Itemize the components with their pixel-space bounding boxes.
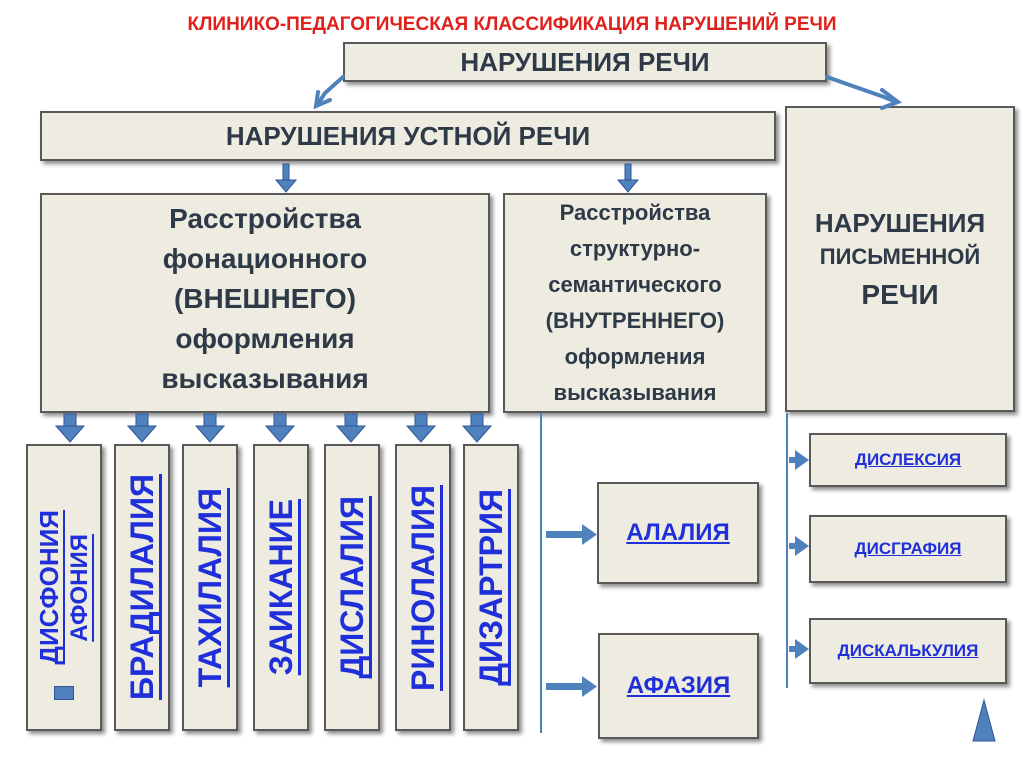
down-arrow-2-icon xyxy=(128,414,156,442)
phonation-line-1: Расстройства xyxy=(169,203,361,234)
dysphonia-link[interactable]: ДИСФОНИЯ xyxy=(34,510,64,665)
down-arrow-3-icon xyxy=(196,414,224,442)
structural-line-6: высказывания xyxy=(553,380,717,405)
dizartria-link[interactable]: ДИЗАРТРИЯ xyxy=(473,489,509,686)
down-arrow-1-icon xyxy=(56,414,84,442)
written-line-2: ПИСЬМЕННОЙ xyxy=(819,244,981,269)
structural-line-2: структурно- xyxy=(569,236,701,261)
written-line-1: НАРУШЕНИЯ xyxy=(814,208,986,238)
phonation-line-5: высказывания xyxy=(161,363,369,394)
speech-disorders-label: НАРУШЕНИЯ РЕЧИ xyxy=(460,46,710,77)
down-arrow-structural-icon xyxy=(618,164,638,192)
right-arrow-dyslexia-icon xyxy=(789,450,809,470)
right-arrow-alalia-icon xyxy=(546,524,597,545)
phonation-line-3: (ВНЕШНЕГО) xyxy=(173,283,357,314)
dislalia-link[interactable]: ДИСЛАЛИЯ xyxy=(334,496,370,679)
dysgraphia-link[interactable]: ДИСГРАФИЯ xyxy=(854,539,962,558)
down-arrow-phonation-icon xyxy=(276,164,296,192)
structural-line-1: Расстройства xyxy=(559,200,711,225)
rinolalia-link[interactable]: РИНОЛАЛИЯ xyxy=(405,484,441,691)
afazia-link[interactable]: АФАЗИЯ xyxy=(626,672,731,699)
phonation-line-2: фонационного xyxy=(162,243,368,274)
arrow-to-written-icon xyxy=(827,77,896,102)
written-line-3: РЕЧИ xyxy=(861,279,939,310)
structural-line-4: (ВНУТРЕННЕГО) xyxy=(545,308,725,333)
phonation-line-4: оформления xyxy=(175,323,355,354)
triangle-icon xyxy=(973,700,995,741)
down-arrow-7-icon xyxy=(463,414,491,442)
structural-line-3: семантического xyxy=(548,272,722,297)
dyscalculia-link[interactable]: ДИСКАЛЬКУЛИЯ xyxy=(837,641,979,660)
zaikanie-link[interactable]: ЗАИКАНИЕ xyxy=(263,499,299,676)
bradilalia-link[interactable]: БРАДИЛАЛИЯ xyxy=(124,474,160,701)
down-arrow-4-icon xyxy=(266,414,294,442)
down-arrow-6-icon xyxy=(407,414,435,442)
right-arrow-dysgraphia-icon xyxy=(789,536,809,556)
down-arrow-5-icon xyxy=(337,414,365,442)
oral-speech-label: НАРУШЕНИЯ УСТНОЙ РЕЧИ xyxy=(225,120,591,151)
dyslexia-link[interactable]: ДИСЛЕКСИЯ xyxy=(854,450,962,469)
structural-line-5: оформления xyxy=(564,344,706,369)
alalia-link[interactable]: АЛАЛИЯ xyxy=(626,519,730,546)
diagram-title: КЛИНИКО-ПЕДАГОГИЧЕСКАЯ КЛАССИФИКАЦИЯ НАРУШЕНИЙ РЕЧИ xyxy=(187,14,837,35)
right-arrow-dyscalculia-icon xyxy=(789,639,809,659)
aphonia-link[interactable]: АФОНИЯ xyxy=(66,533,93,642)
tahilalia-link[interactable]: ТАХИЛАЛИЯ xyxy=(192,487,228,688)
right-arrow-afazia-icon xyxy=(546,676,597,697)
